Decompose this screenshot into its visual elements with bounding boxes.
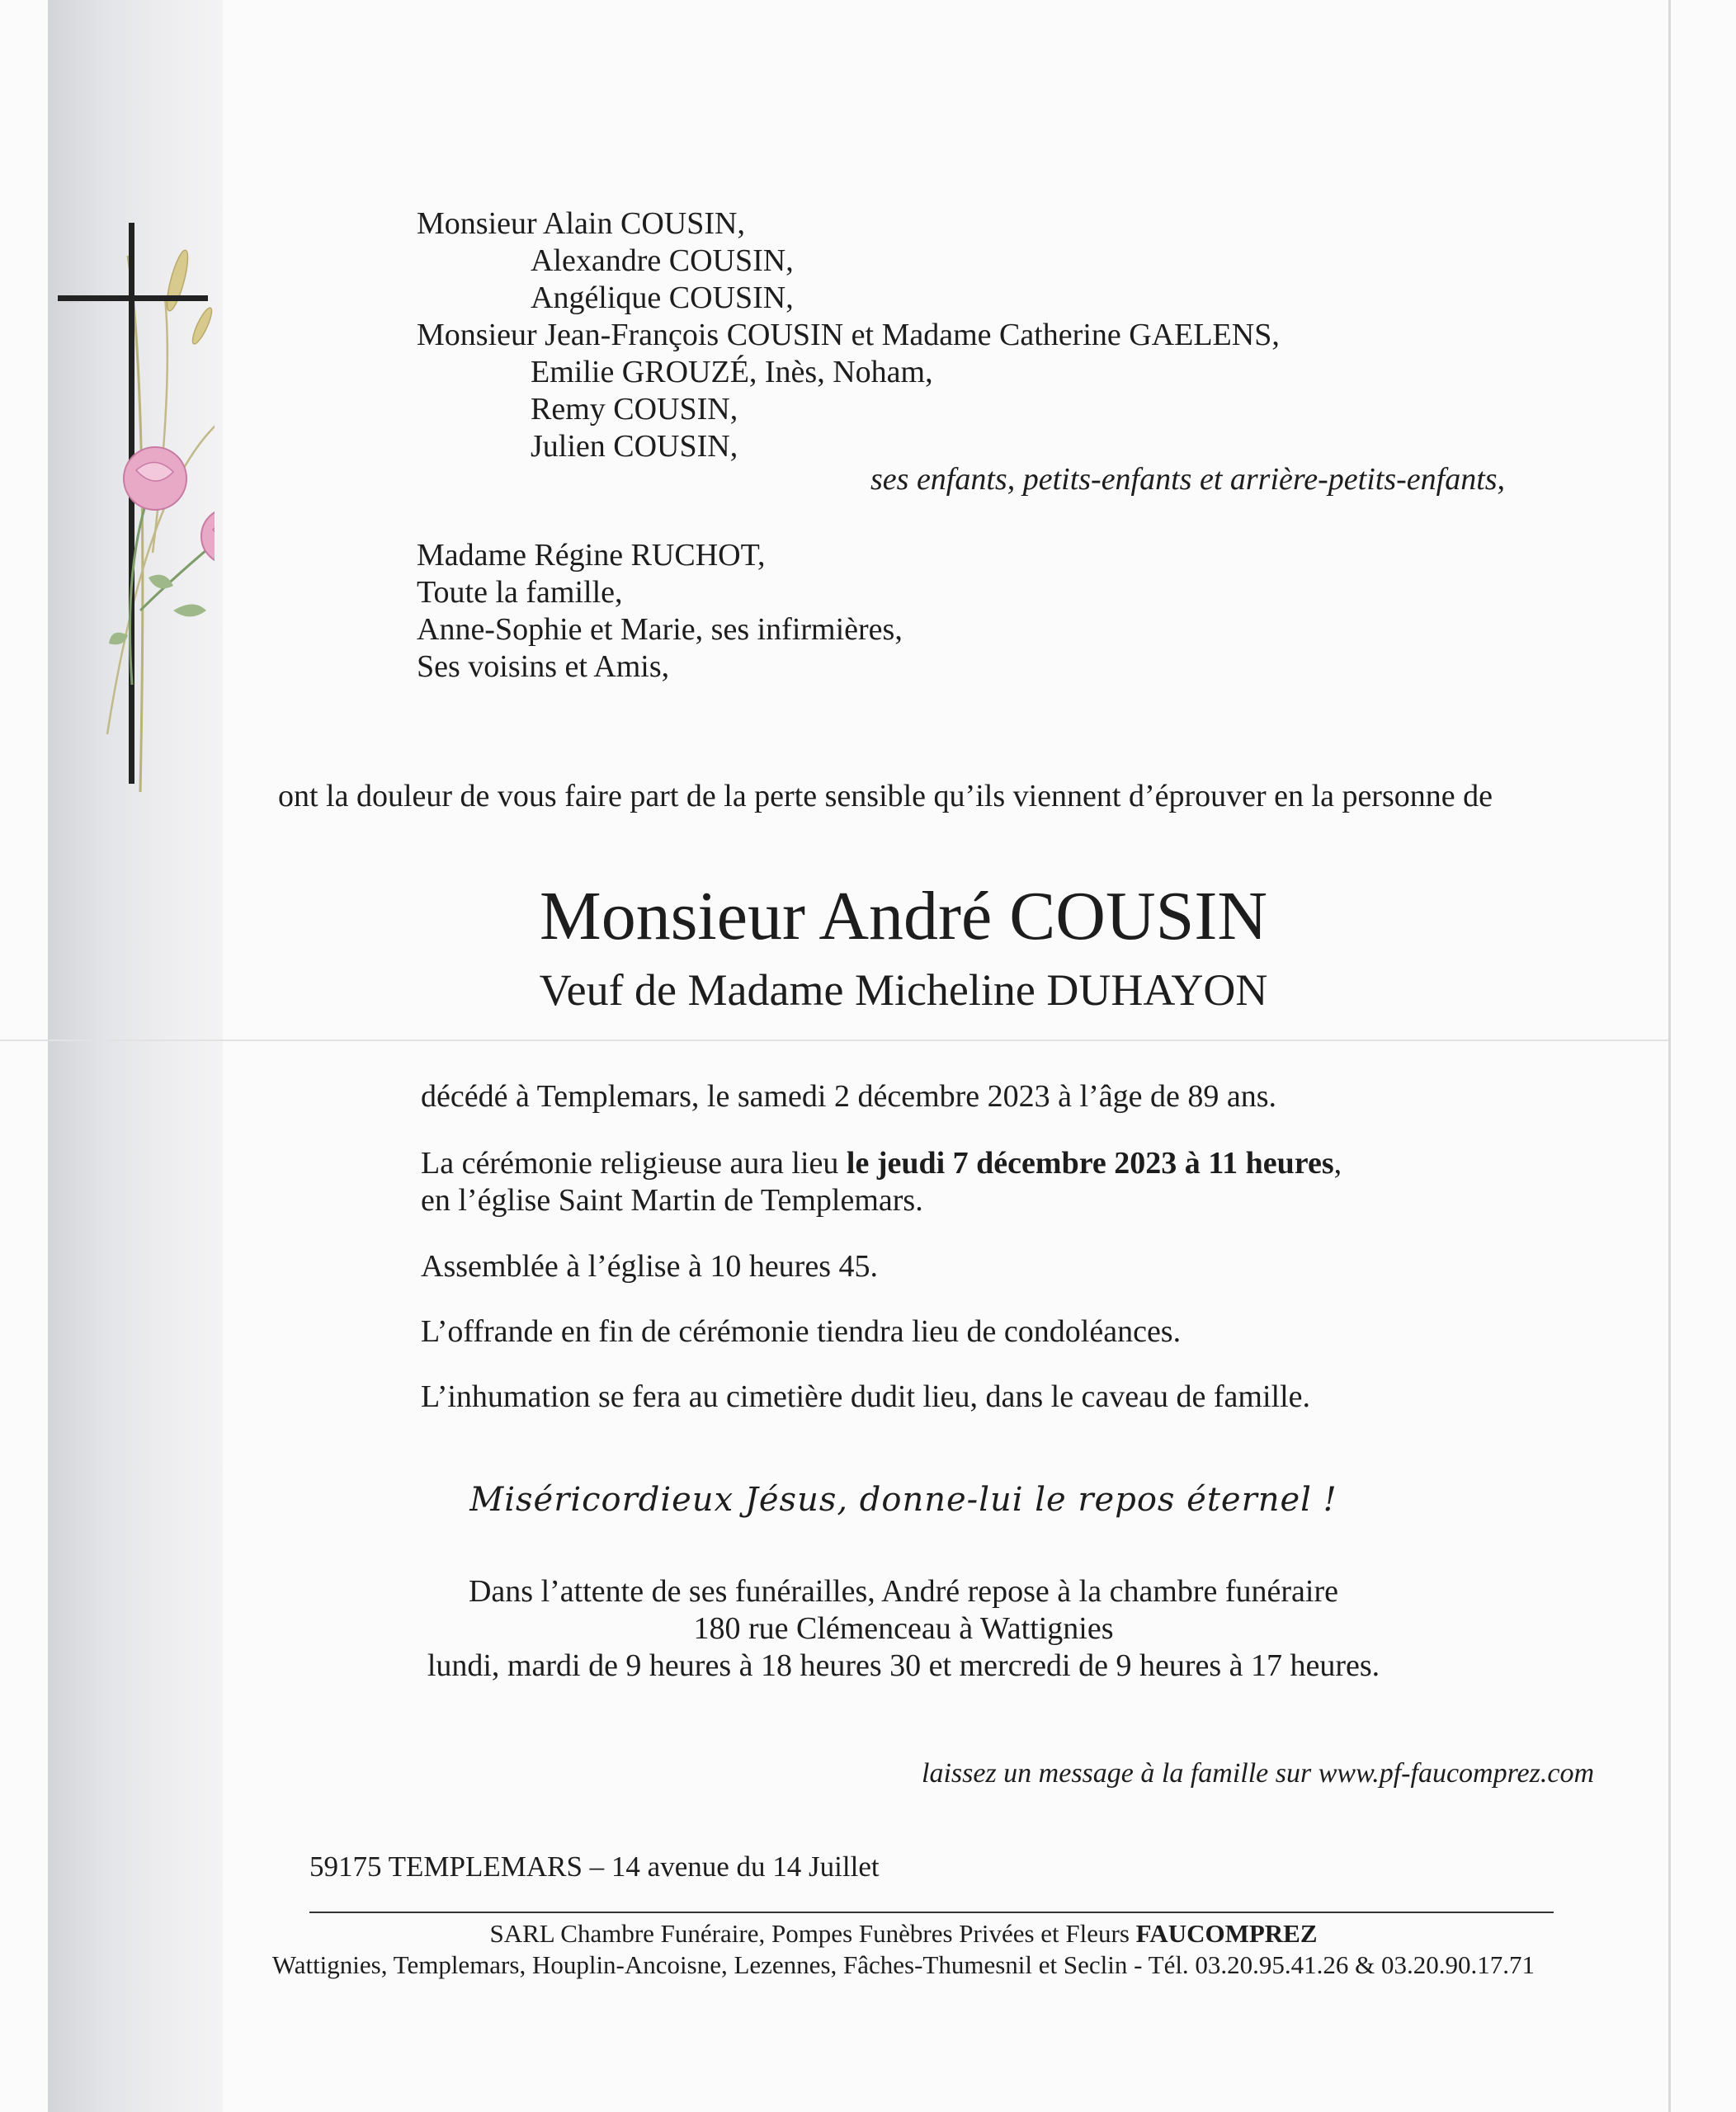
burial-line: L’inhumation se fera au cimetière dudit lieu, dans le caveau de famille. [421, 1379, 1311, 1414]
prayer: Miséricordieux Jésus, donne-lui le repos éternel ! [469, 1481, 1337, 1519]
ceremony-intro: La cérémonie religieuse aura lieu [421, 1146, 847, 1181]
footer-company-brand: FAUCOMPREZ [1135, 1919, 1318, 1948]
deceased-name: Monsieur André COUSIN [540, 878, 1267, 955]
cross-roses-illustration [50, 223, 215, 800]
family-relation: ses enfants, petits-enfants et arrière-petits-enfants, [870, 462, 1506, 497]
fold-line [0, 1040, 1668, 1041]
ceremony-date: le jeudi 7 décembre 2023 à 11 heures [846, 1146, 1334, 1181]
family-line-2: Alexandre COUSIN, [531, 243, 794, 278]
footer-rule [309, 1912, 1554, 1913]
others-line-4: Ses voisins et Amis, [417, 649, 670, 684]
ceremony-comma: , [1333, 1146, 1342, 1181]
death-details: décédé à Templemars, le samedi 2 décembre 2023 à l’âge de 89 ans. [421, 1079, 1276, 1114]
family-line-1: Monsieur Alain COUSIN, [417, 206, 745, 241]
ceremony-line [421, 1144, 1342, 1182]
footer-towns: Wattignies, Templemars, Houplin-Ancoisne, Lezennes, Fâches-Thumesnil et Seclin - Tél. 03.20.95.41.26 & 03.20.90.17.71 [271, 1950, 1536, 1979]
family-line-6: Remy COUSIN, [531, 392, 738, 427]
visitation-line-3: lundi, mardi de 9 heures à 18 heures 30 et mercredi de 9 heures à 17 heures. [427, 1648, 1380, 1683]
others-line-1: Madame Régine RUCHOT, [417, 538, 766, 573]
deceased-widow-line: Veuf de Madame Micheline DUHAYON [539, 965, 1268, 1015]
family-line-3: Angélique COUSIN, [531, 280, 794, 315]
church-line: en l’église Saint Martin de Templemars. [421, 1183, 923, 1218]
footer-company-text: SARL Chambre Funéraire, Pompes Funèbres Privées et Fleurs [489, 1919, 1136, 1948]
website-note: laissez un message à la famille sur www.pf-faucomprez.com [922, 1758, 1595, 1789]
assembly-line: Assemblée à l’église à 10 heures 45. [421, 1249, 878, 1284]
announcement: ont la douleur de vous faire part de la perte sensible qu’ils viennent d’éprouver en la personne de [278, 779, 1493, 813]
visitation-line-2: 180 rue Clémenceau à Wattignies [693, 1611, 1114, 1646]
family-line-5: Emilie GROUZÉ, Inès, Noham, [531, 355, 933, 389]
visitation-line-1: Dans l’attente de ses funérailles, André repose à la chambre funéraire [468, 1574, 1339, 1609]
family-line-4: Monsieur Jean-François COUSIN et Madame Catherine GAELENS, [417, 318, 1280, 352]
others-line-3: Anne-Sophie et Marie, ses infirmières, [417, 612, 903, 647]
family-line-7: Julien COUSIN, [531, 429, 738, 464]
footer-company [0, 1918, 1736, 1949]
page-edge [1668, 0, 1671, 2112]
others-line-2: Toute la famille, [417, 575, 623, 610]
address-line: 59175 TEMPLEMARS – 14 avenue du 14 Juillet [309, 1850, 880, 1883]
offering-line: L’offrande en fin de cérémonie tiendra lieu de condoléances. [421, 1314, 1182, 1349]
